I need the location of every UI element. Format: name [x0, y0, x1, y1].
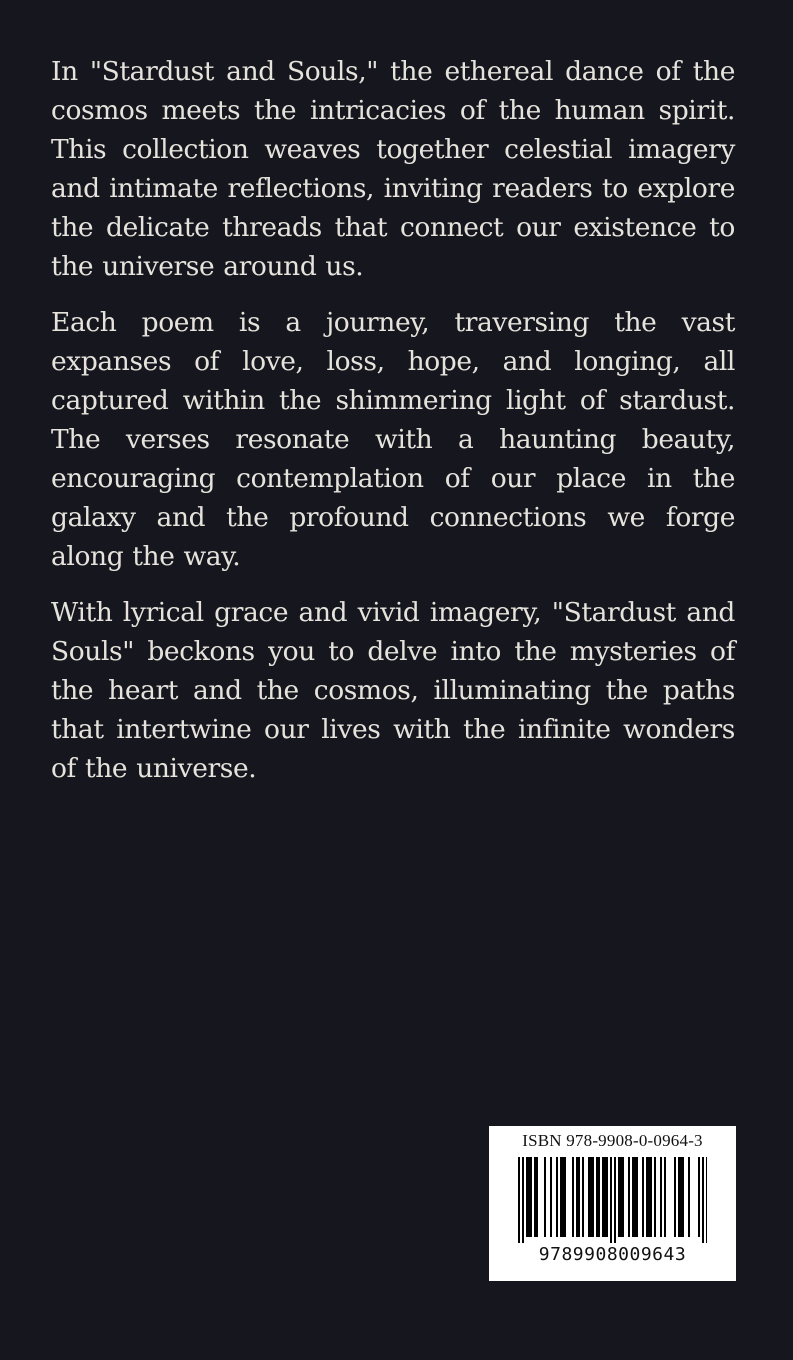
barcode-bar	[660, 1157, 662, 1237]
barcode-bar	[650, 1157, 652, 1237]
barcode-bar	[678, 1157, 680, 1237]
barcode-bar	[646, 1157, 648, 1237]
barcode-bar	[642, 1157, 644, 1237]
isbn-label: ISBN 978-9908-0-0964-3	[522, 1131, 703, 1150]
barcode-bar	[590, 1157, 592, 1237]
barcode-bar	[592, 1157, 594, 1237]
barcode-bar	[606, 1157, 608, 1237]
blurb-paragraph-1: In "Stardust and Souls," the ethereal dance of the cosmos meets the intricacies of the human spirit. This collection weaves together celestial imagery and intimate reflections, inviting readers to explore the delicate threads that connect our existence to the universe around us.	[51, 56, 735, 282]
barcode-bar	[550, 1157, 552, 1237]
barcode-bar	[610, 1157, 612, 1243]
barcode-bar	[614, 1157, 616, 1243]
barcode-bar	[530, 1157, 532, 1237]
barcode-bar	[598, 1157, 600, 1237]
barcode-bar	[526, 1157, 528, 1237]
barcode-bar	[654, 1157, 656, 1237]
barcode-bar	[522, 1157, 524, 1243]
barcode-bar	[602, 1157, 604, 1237]
barcode-bar	[634, 1157, 636, 1237]
barcode-bar	[534, 1157, 536, 1237]
barcode-bar	[582, 1157, 584, 1237]
barcode-bar	[622, 1157, 624, 1237]
blurb-paragraph-3: With lyrical grace and vivid imagery, "Stardust and Souls" beckons you to delve into the mysteries of the heart and the cosmos, illuminating the paths that intertwine our lives with the infinite wonders of the universe.	[51, 597, 735, 784]
barcode-bar	[528, 1157, 530, 1237]
barcode-bar	[706, 1157, 707, 1243]
barcode-bar	[604, 1157, 606, 1237]
barcode-bar	[596, 1157, 598, 1237]
barcode-bar	[682, 1157, 684, 1237]
blurb-paragraph-2: Each poem is a journey, traversing the vast expanses of love, loss, hope, and longing, all captured within the shimmering light of stardust. The verses resonate with a haunting beauty, encouraging contemplation of our place in the galaxy and the profound connections we forge along the way.	[51, 307, 735, 572]
barcode-bar	[578, 1157, 580, 1237]
barcode-bar	[572, 1157, 574, 1237]
barcode-bar	[680, 1157, 682, 1237]
barcode-bar	[632, 1157, 634, 1237]
barcode-bar	[518, 1157, 520, 1243]
barcode-bar	[628, 1157, 630, 1237]
barcode-bar	[674, 1157, 676, 1237]
barcode-bar	[698, 1157, 700, 1237]
barcode-bars-graphic	[518, 1157, 707, 1245]
ean-number: 9789908009643	[538, 1244, 687, 1265]
barcode-bar	[664, 1157, 666, 1237]
barcode-bar	[588, 1157, 590, 1237]
barcode-bar	[688, 1157, 690, 1237]
barcode-bar	[648, 1157, 650, 1237]
barcode-bar	[560, 1157, 562, 1237]
barcode-bar	[702, 1157, 704, 1243]
barcode-bar	[544, 1157, 546, 1237]
barcode-bar	[536, 1157, 538, 1237]
barcode-bar	[556, 1157, 558, 1237]
barcode-bar	[636, 1157, 638, 1237]
barcode-bar	[564, 1157, 566, 1237]
barcode-bar	[620, 1157, 622, 1237]
isbn-barcode-box	[489, 1126, 736, 1281]
barcode-bar	[618, 1157, 620, 1237]
back-cover-blurb	[51, 52, 735, 805]
barcode-bar	[576, 1157, 578, 1237]
barcode-bar	[562, 1157, 564, 1237]
